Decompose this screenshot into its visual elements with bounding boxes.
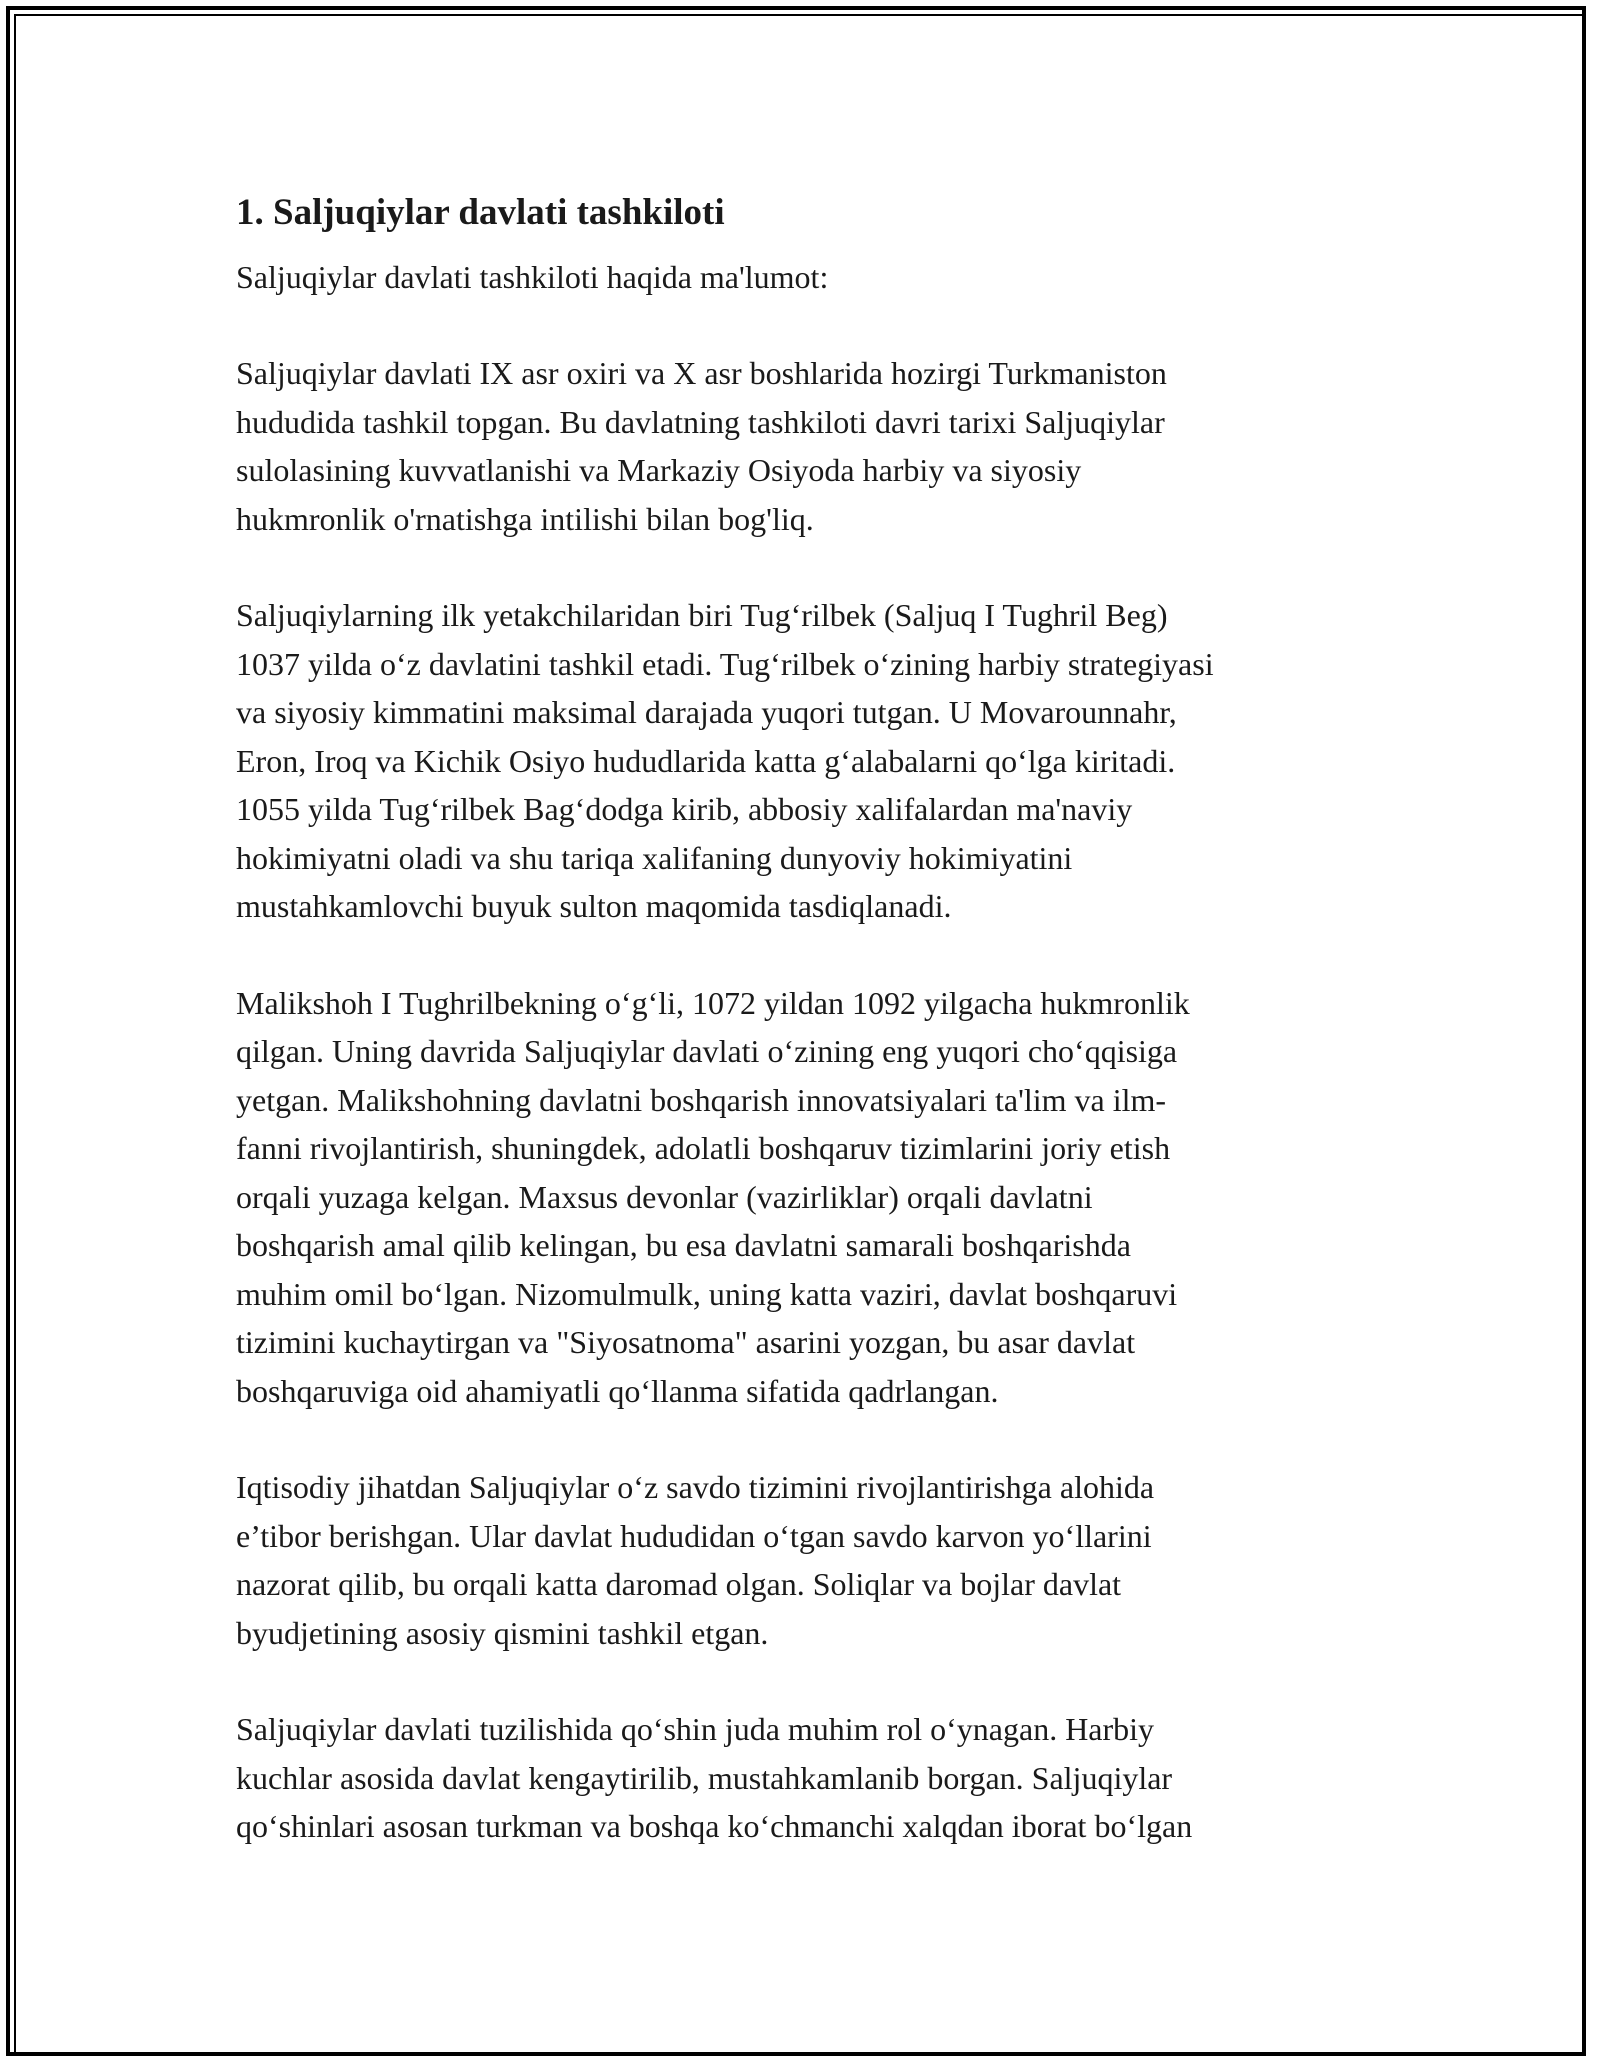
paragraph-line: va siyosiy kimmatini maksimal darajada yuqori tutgan. U Movarounnahr, [236,694,1177,730]
paragraph-line: hududida tashkil topgan. Bu davlatning tashkiloti davri tarixi Saljuqiylar [236,403,1165,440]
section-heading: 1. Saljuqiylar davlati tashkiloti [236,192,725,233]
paragraph-line: boshqaruviga oid ahamiyatli qo‘llanma sifatida qadrlangan. [236,1372,999,1409]
paragraph-line: 1055 yilda Tug‘rilbek Bag‘dodga kirib, abbosiy xalifalardan ma'naviy [236,791,1133,827]
paragraph-line: mustahkamlovchi buyuk sulton maqomida tasdiqlanadi. [236,888,952,924]
paragraph-line: sulolasining kuvvatlanishi va Markaziy Osiyoda harbiy va siyosiy [236,452,1082,488]
paragraph [236,349,1366,543]
paragraphs [236,349,1366,1851]
paragraph-line: kuchlar asosida davlat kengaytirilib, mustahkamlanib borgan. Saljuqiylar [236,1759,1173,1796]
paragraph-line: qilgan. Uning davrida Saljuqiylar davlati o‘zining eng yuqori cho‘qqisiga [236,1033,1178,1069]
paragraph [236,591,1366,931]
paragraph-line: yetgan. Malikshohning davlatni boshqarish innovatsiyalari ta'lim va ilm- [236,1081,1167,1118]
paragraph-line: qo‘shinlari asosan turkman va boshqa ko‘chmanchi xalqdan iborat bo‘lgan [236,1808,1193,1844]
intro-text: Saljuqiylar davlati tashkiloti haqida ma'lumot: [236,259,829,295]
paragraph-line: e’tibor berishgan. Ular davlat hududidan o‘tgan savdo karvon yo‘llarini [236,1517,1152,1554]
paragraph-line: Saljuqiylar davlati IX asr oxiri va X asr boshlarida hozirgi Turkmaniston [236,355,1167,391]
paragraph-line: byudjetining asosiy qismini tashkil etgan. [236,1614,769,1651]
paragraph [236,979,1366,1416]
paragraph-line: tizimini kuchaytirgan va "Siyosatnoma" asarini yozgan, bu asar davlat [236,1324,1136,1360]
document-body [236,185,1366,1899]
paragraph [236,1705,1366,1851]
paragraph-line: orqali yuzaga kelgan. Maxsus devonlar (vazirliklar) orqali davlatni [236,1178,1093,1215]
paragraph-line: 1037 yilda o‘z davlatini tashkil etadi. Tug‘rilbek o‘zining harbiy strategiyasi [236,645,1214,682]
paragraph-line: Malikshoh I Tughrilbekning o‘g‘li, 1072 yildan 1092 yilgacha hukmronlik [236,984,1190,1021]
paragraph-line: Saljuqiylarning ilk yetakchilaridan biri Tug‘rilbek (Saljuq I Tughril Beg) [236,597,1168,633]
paragraph-line: muhim omil bo‘lgan. Nizomulmulk, uning katta vaziri, davlat boshqaruvi [236,1275,1178,1312]
paragraph-line: boshqarish amal qilib kelingan, bu esa davlatni samarali boshqarishda [236,1227,1131,1263]
paragraph-line: hukmronlik o'rnatishga intilishi bilan bog'liq. [236,500,814,537]
paragraph-line: fanni rivojlantirish, shuningdek, adolatli boshqaruv tizimlarini joriy etish [236,1130,1171,1166]
paragraph-line: Saljuqiylar davlati tuzilishida qo‘shin juda muhim rol o‘ynagan. Harbiy [236,1711,1155,1747]
paragraph-line: nazorat qilib, bu orqali katta daromad olgan. Soliqlar va bojlar davlat [236,1566,1122,1602]
paragraph [236,1463,1366,1657]
paragraph-line: Eron, Iroq va Kichik Osiyo hududlarida katta g‘alabalarni qo‘lga kiritadi. [236,742,1176,779]
paragraph-line: hokimiyatni oladi va shu tariqa xalifaning dunyoviy hokimiyatini [236,839,1073,876]
paragraph-line: Iqtisodiy jihatdan Saljuqiylar o‘z savdo tizimini rivojlantirishga alohida [236,1469,1155,1505]
